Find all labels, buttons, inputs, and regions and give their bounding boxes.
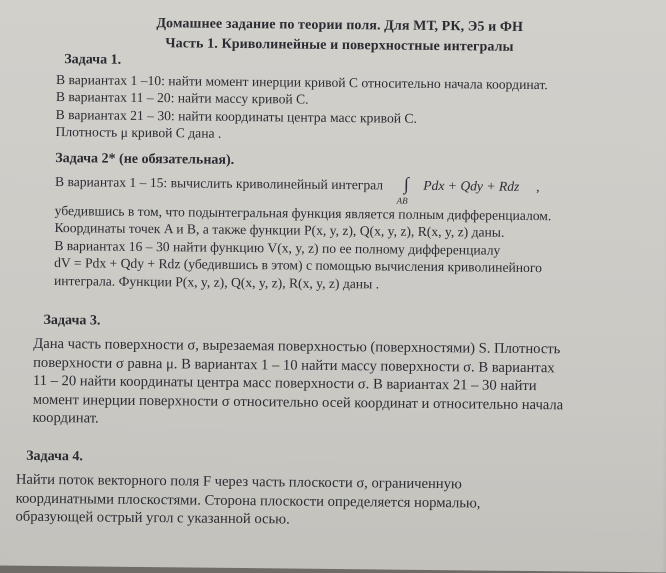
task2-line-integral xyxy=(55,172,625,204)
task2-line: убедившись в том, что подынтегральная функция является полным дифференциалом. xyxy=(54,203,552,224)
task1-line: В вариантах 21 – 30: найти координаты центра масс кривой C. xyxy=(55,106,418,126)
task3-line: Дана часть поверхности σ, вырезаемая поверхностью (поверхностями) S. Плотность xyxy=(33,335,561,358)
task1-line: В вариантах 11 – 20: найти массу кривой C. xyxy=(55,89,309,108)
task2-text: В вариантах 1 – 15: вычислить криволинейный интеграл xyxy=(54,174,384,193)
task1-heading: Задача 1. xyxy=(64,52,122,68)
task3-heading: Задача 3. xyxy=(43,312,101,329)
task4-heading: Задача 4. xyxy=(26,448,84,465)
task1-body xyxy=(55,71,636,147)
task3-line: поверхности σ равна μ. В вариантах 1 – 10 найти массу поверхности σ. В вариантах xyxy=(33,354,555,376)
task2-line: dV = Pdx + Qdy + Rdz (убедившись в этом) с помощью вычисления криволинейного xyxy=(54,255,542,276)
task4-line: образующей острый угол с указанной осью. xyxy=(15,508,290,528)
task4-line: Найти поток векторного поля F через часть плоскости σ, ограниченную xyxy=(15,471,462,493)
page-shadow xyxy=(661,0,666,573)
task2-line: интеграла. Функции P(x, y, z), Q(x, y, z), R(x, y, z) даны . xyxy=(53,272,380,292)
integral-subscript: AB xyxy=(396,195,408,206)
integral-symbol: ∫ xyxy=(403,173,409,194)
document-subtitle: Часть 1. Криволинейные и поверхностные интегралы xyxy=(165,36,514,55)
task1-line: Плотность μ кривой C дана . xyxy=(55,124,222,141)
task4-body xyxy=(15,471,630,533)
task3-line: момент инерции поверхности σ относительно осей координат и относительно начала xyxy=(32,391,564,413)
task2-body xyxy=(54,172,625,295)
task1-line: В вариантах 1 –10: найти момент инерции кривой C относительно начала координат. xyxy=(56,72,548,93)
task3-body xyxy=(32,335,629,434)
task2-line: Координаты точек A и B, а также функции P(x, y, z), Q(x, y, z), R(x, y, z) даны. xyxy=(54,220,505,241)
task3-line: координат. xyxy=(32,409,99,427)
task2-comma: , xyxy=(536,179,540,195)
task2-heading: Задача 2* (не обязательная). xyxy=(55,151,235,168)
task3-line: 11 – 20 найти координаты центра масс поверхности σ. В вариантах 21 – 30 найти xyxy=(32,372,537,395)
integrand: Pdx + Qdy + Rdz xyxy=(423,177,520,194)
task2-line: В вариантах 16 – 30 найти функцию V(x, y, z) по ее полному дифференциалу xyxy=(54,237,501,258)
document-title: Домашнее задание по теории поля. Для МТ, РК, Э5 и ФН xyxy=(156,16,524,35)
task4-line: координатными плоскостями. Сторона плоскости определяется нормалью, xyxy=(15,490,481,512)
